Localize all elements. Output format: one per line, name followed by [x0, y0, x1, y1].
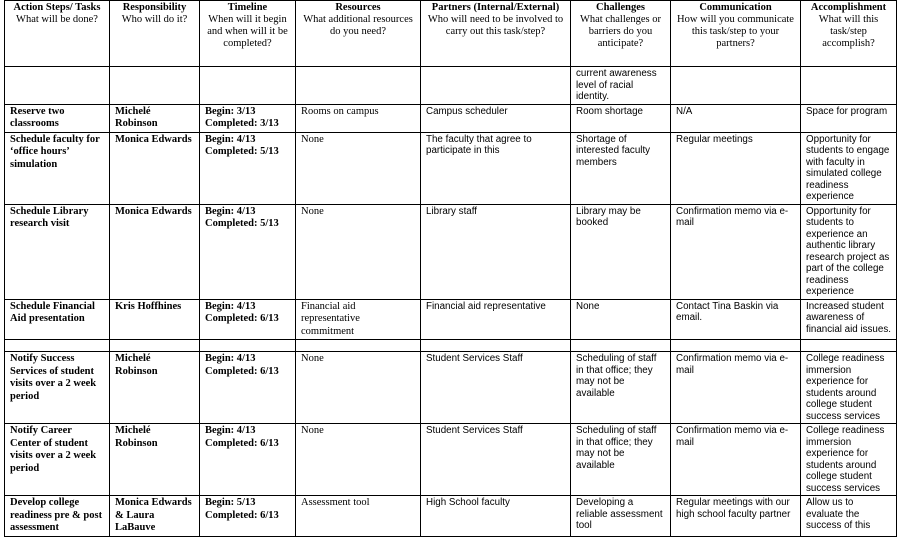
timeline-cell	[200, 424, 296, 496]
responsibility-cell: Michelé Robinson	[110, 352, 200, 424]
carryover-row	[5, 67, 897, 105]
communication-cell: Confirmation memo via e-mail	[671, 352, 801, 424]
carryover-communication	[671, 67, 801, 105]
table-row	[5, 299, 897, 340]
accomplishment-cell: College readiness immersion experience for students around college student success services	[801, 424, 897, 496]
timeline-cell	[200, 496, 296, 537]
resources-cell: None	[296, 204, 421, 299]
completed-date: Completed: 5/13	[205, 146, 279, 157]
begin-date: Begin: 4/13	[205, 353, 256, 364]
carryover-resources	[296, 67, 421, 105]
header-accomplishment: Accomplishment What will this task/step accomplish?	[801, 1, 897, 67]
timeline-cell	[200, 204, 296, 299]
responsibility-cell: Monica Edwards & Laura LaBauve	[110, 496, 200, 537]
begin-date: Begin: 3/13	[205, 105, 256, 117]
table-row	[5, 352, 897, 424]
table-row	[5, 204, 897, 299]
spacer-cell	[200, 340, 296, 352]
timeline-cell	[200, 132, 296, 204]
accomplishment-cell: Allow us to evaluate the success of this	[801, 496, 897, 537]
communication-cell: N/A	[671, 104, 801, 132]
carryover-challenges: current awareness level of racial identity.	[571, 67, 671, 105]
responsibility-cell: Monica Edwards	[110, 132, 200, 204]
begin-date: Begin: 4/13	[205, 300, 256, 312]
partners-cell: Campus scheduler	[421, 104, 571, 132]
partners-cell: The faculty that agree to participate in this	[421, 132, 571, 204]
resources-cell: None	[296, 352, 421, 424]
challenges-cell: Scheduling of staff in that office; they may not be available	[571, 424, 671, 496]
table-row	[5, 132, 897, 204]
action-cell: Reserve two classrooms	[5, 104, 110, 132]
communication-cell: Confirmation memo via e-mail	[671, 204, 801, 299]
completed-date: Completed: 6/13	[205, 365, 279, 377]
resources-cell: None	[296, 424, 421, 496]
resources-cell: None	[296, 132, 421, 204]
header-timeline: Timeline When will it begin and when will it be completed?	[200, 1, 296, 67]
responsibility-cell: Monica Edwards	[110, 204, 200, 299]
completed-date: Completed: 6/13	[205, 509, 279, 521]
timeline-cell	[200, 104, 296, 132]
partners-cell: High School faculty	[421, 496, 571, 537]
partners-cell: Student Services Staff	[421, 424, 571, 496]
partners-cell: Student Services Staff	[421, 352, 571, 424]
accomplishment-cell: Space for program	[801, 104, 897, 132]
spacer-cell	[296, 340, 421, 352]
challenges-cell: Developing a reliable assessment tool	[571, 496, 671, 537]
communication-cell: Regular meetings with our high school faculty partner	[671, 496, 801, 537]
resources-cell: Financial aid representative commitment	[296, 299, 421, 340]
challenges-cell: Room shortage	[571, 104, 671, 132]
header-action-steps: Action Steps/ Tasks What will be done?	[5, 1, 110, 67]
challenges-cell: Library may be booked	[571, 204, 671, 299]
challenges-cell: Scheduling of staff in that office; they may not be available	[571, 352, 671, 424]
header-responsibility: Responsibility Who will do it?	[110, 1, 200, 67]
timeline-cell	[200, 352, 296, 424]
responsibility-cell: Michelé Robinson	[110, 424, 200, 496]
responsibility-cell: Michelé Robinson	[110, 104, 200, 132]
accomplishment-cell: Increased student awareness of financial aid issues.	[801, 299, 897, 340]
action-cell: Schedule Financial Aid presentation	[5, 299, 110, 340]
spacer-cell	[421, 340, 571, 352]
carryover-partners	[421, 67, 571, 105]
completed-date: Completed: 6/13	[205, 313, 279, 324]
accomplishment-cell: Opportunity for students to engage with faculty in simulated college readiness experience	[801, 132, 897, 204]
carryover-timeline	[200, 67, 296, 105]
spacer-cell	[801, 340, 897, 352]
table-row	[5, 496, 897, 537]
resources-cell: Rooms on campus	[296, 104, 421, 132]
responsibility-cell: Kris Hoffhines	[110, 299, 200, 340]
action-cell: Schedule faculty for ‘office hours’ simulation	[5, 132, 110, 204]
header-resources: Resources What additional resources do you need?	[296, 1, 421, 67]
action-cell: Notify Career Center of student visits over a 2 week period	[5, 424, 110, 496]
carryover-accomplishment	[801, 67, 897, 105]
completed-date: Completed: 3/13	[205, 118, 279, 129]
spacer-cell	[571, 340, 671, 352]
carryover-responsibility	[110, 67, 200, 105]
header-communication: Communication How will you communicate this task/step to your partners?	[671, 1, 801, 67]
begin-date: Begin: 4/13	[205, 205, 256, 217]
partners-cell: Library staff	[421, 204, 571, 299]
header-challenges: Challenges What challenges or barriers do you anticipate?	[571, 1, 671, 67]
spacer-row	[5, 340, 897, 352]
table-row	[5, 104, 897, 132]
begin-date: Begin: 4/13	[205, 133, 256, 145]
action-cell: Notify Success Services of student visits over a 2 week period	[5, 352, 110, 424]
resources-cell: Assessment tool	[296, 496, 421, 537]
communication-cell: Confirmation memo via e-mail	[671, 424, 801, 496]
partners-cell: Financial aid representative	[421, 299, 571, 340]
challenges-cell: None	[571, 299, 671, 340]
completed-date: Completed: 6/13	[205, 437, 279, 449]
spacer-cell	[110, 340, 200, 352]
spacer-cell	[671, 340, 801, 352]
timeline-cell	[200, 299, 296, 340]
completed-date: Completed: 5/13	[205, 218, 279, 229]
header-partners: Partners (Internal/External) Who will need to be involved to carry out this task/step?	[421, 1, 571, 67]
accomplishment-cell: College readiness immersion experience for students around college student success services	[801, 352, 897, 424]
spacer-cell	[5, 340, 110, 352]
communication-cell: Regular meetings	[671, 132, 801, 204]
action-cell: Schedule Library research visit	[5, 204, 110, 299]
challenges-cell: Shortage of interested faculty members	[571, 132, 671, 204]
table-row	[5, 424, 897, 496]
action-plan-table	[4, 0, 897, 537]
begin-date: Begin: 4/13	[205, 425, 256, 436]
action-cell: Develop college readiness pre & post assessment	[5, 496, 110, 537]
communication-cell: Contact Tina Baskin via email.	[671, 299, 801, 340]
carryover-action	[5, 67, 110, 105]
accomplishment-cell: Opportunity for students to experience an authentic library research project as part of the college readiness experience	[801, 204, 897, 299]
begin-date: Begin: 5/13	[205, 497, 256, 508]
header-row	[5, 1, 897, 67]
